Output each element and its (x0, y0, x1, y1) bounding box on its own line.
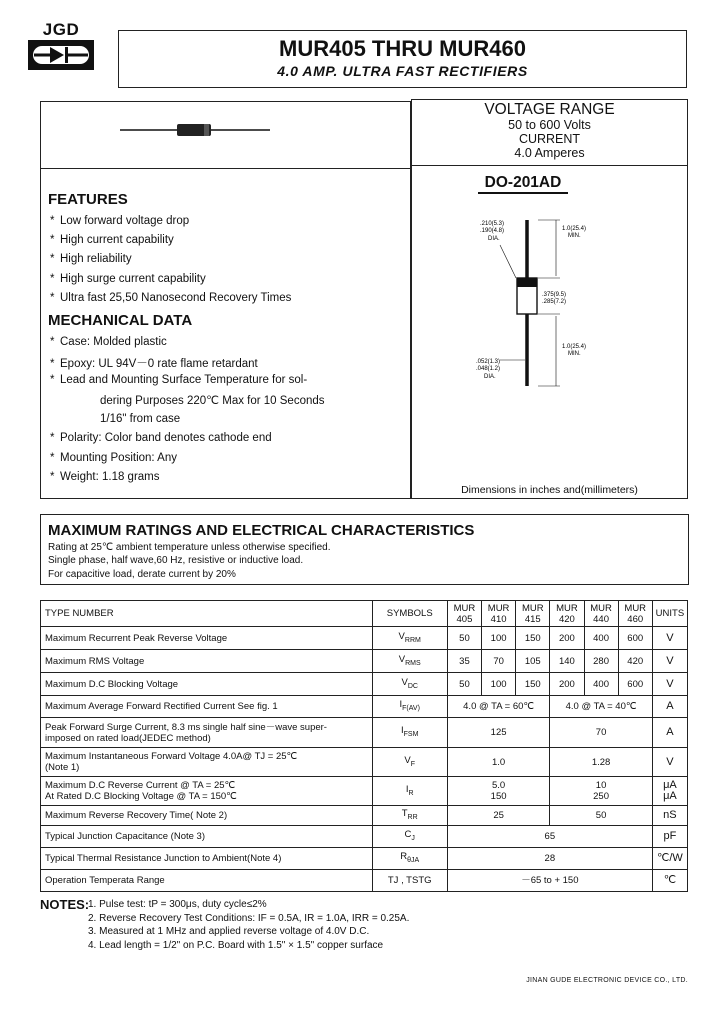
notes-label: NOTES: (40, 897, 90, 912)
dim-label: .048(1.2) (476, 366, 501, 372)
value-cell: 28 (447, 848, 652, 870)
symbol-cell: $V_F$ (372, 748, 447, 777)
mechanical-item: * Case: Molded plastic (50, 336, 167, 348)
unit-cell: A (652, 718, 687, 748)
dim-label: DIA. (484, 374, 496, 380)
table-header-row (41, 601, 688, 627)
table-row (41, 673, 688, 696)
table-row (41, 848, 688, 870)
dim-label: MIN. (568, 233, 581, 239)
ratings-note: For capacitive load, derate current by 20% (48, 569, 236, 580)
symbol-cell: $I_{FSM}$ (372, 718, 447, 748)
feature-item: * High surge current capability (50, 273, 206, 285)
value-cell: 4.0 @ TA = 40℃ (550, 696, 652, 718)
dimensions-note: Dimensions in inches and(millimeters) (461, 484, 638, 496)
feature-item: * Low forward voltage drop (50, 215, 190, 227)
header-symbols: SYMBOLS (372, 601, 447, 627)
symbol-cell: $I_{F(AV)}$ (372, 696, 447, 718)
param-cell: Maximum D.C Blocking Voltage (41, 673, 373, 696)
note-item: 1. Pulse test: tP = 300μs, duty cycle≤2% (88, 899, 267, 910)
table-row (41, 718, 688, 748)
param-cell: Maximum Reverse Recovery Time( Note 2) (41, 806, 373, 826)
table-row (41, 826, 688, 848)
value-cell: 200 (550, 673, 584, 696)
unit-cell: V (652, 627, 687, 650)
part-title: MUR405 THRU MUR460 (279, 36, 526, 61)
symbol-cell: $V_{DC}$ (372, 673, 447, 696)
value-cell: 50 (447, 673, 481, 696)
dim-label: .190(4.8) (480, 228, 505, 234)
note-item: 3. Measured at 1 MHz and applied reverse voltage of 4.0V D.C. (88, 926, 370, 937)
company-logo-mark (28, 40, 94, 70)
value-cell: 400 (584, 627, 618, 650)
value-cell: 105 (516, 650, 550, 673)
model-header: MUR 405 (447, 601, 481, 627)
voltage-range-title: VOLTAGE RANGE (484, 101, 615, 118)
package-outline-drawing (470, 210, 590, 390)
model-header: MUR 440 (584, 601, 618, 627)
value-cell: －65 to + 150 (447, 870, 652, 892)
mechanical-item-cont: 1/16" from case (100, 413, 181, 425)
logo-text: JGD (42, 20, 80, 39)
value-cell: 200 (550, 627, 584, 650)
symbol-cell: $R_{\theta JA}$ (372, 848, 447, 870)
table-row (41, 748, 688, 777)
symbol-cell: $V_{RRM}$ (372, 627, 447, 650)
package-name: DO-201AD (478, 174, 568, 194)
value-cell: 35 (447, 650, 481, 673)
unit-cell: ℃/W (652, 848, 687, 870)
dim-label: .285(7.2) (542, 299, 567, 305)
value-cell: 70 (550, 718, 652, 748)
feature-item: * High reliability (50, 253, 132, 265)
param-cell: Maximum Instantaneous Forward Voltage 4.0A@ TJ = 25℃ (Note 1) (41, 748, 373, 777)
value-cell: 70 (482, 650, 516, 673)
value-cell: 600 (618, 673, 652, 696)
ratings-note: Rating at 25℃ ambient temperature unless otherwise specified. (48, 542, 331, 553)
current-label: CURRENT (518, 132, 581, 146)
current-value: 4.0 Amperes (514, 146, 585, 160)
unit-cell: ℃ (652, 870, 687, 892)
dim-label: .375(9.5) (542, 292, 567, 298)
header-type-number: TYPE NUMBER (41, 601, 373, 627)
dim-label: 1.0(25.4) (562, 344, 587, 350)
model-header: MUR 460 (618, 601, 652, 627)
model-header: MUR 415 (516, 601, 550, 627)
value-cell: 25 (447, 806, 549, 826)
unit-cell: V (652, 748, 687, 777)
param-cell: Maximum D.C Reverse Current @ TA = 25℃ At Rated D.C Blocking Voltage @ TA = 150℃ (41, 777, 373, 806)
symbol-cell: $T_{RR}$ (372, 806, 447, 826)
header-units: UNITS (652, 601, 687, 627)
value-cell: 140 (550, 650, 584, 673)
unit-cell: μA μA (652, 777, 687, 806)
value-cell: 1.0 (447, 748, 549, 777)
symbol-cell: $I_R$ (372, 777, 447, 806)
ratings-title: MAXIMUM RATINGS AND ELECTRICAL CHARACTERISTICS (48, 522, 475, 539)
table-row (41, 627, 688, 650)
value-cell: 65 (447, 826, 652, 848)
divider (411, 165, 688, 166)
diode-side-view (120, 122, 270, 138)
param-cell: Maximum Recurrent Peak Reverse Voltage (41, 627, 373, 650)
value-cell: 600 (618, 627, 652, 650)
mechanical-item: * Epoxy: UL 94V－0 rate flame retardant (50, 358, 258, 370)
symbol-cell: $C_J$ (372, 826, 447, 848)
model-header: MUR 410 (482, 601, 516, 627)
value-cell: 5.0 150 (447, 777, 549, 806)
table-row (41, 777, 688, 806)
param-cell: Typical Junction Capacitance (Note 3) (41, 826, 373, 848)
value-cell: 125 (447, 718, 549, 748)
mechanical-item: * Polarity: Color band denotes cathode end (50, 432, 272, 444)
unit-cell: nS (652, 806, 687, 826)
note-item: 4. Lead length = 1/2" on P.C. Board with 1.5" × 1.5" copper surface (88, 940, 384, 951)
dim-label: .052(1.3) (476, 359, 501, 365)
value-cell: 10 250 (550, 777, 652, 806)
features-heading: FEATURES (48, 191, 128, 208)
table-row (41, 870, 688, 892)
dim-label: DIA. (488, 236, 500, 242)
part-subtitle: 4.0 AMP. ULTRA FAST RECTIFIERS (277, 63, 528, 79)
voltage-range-value: 50 to 600 Volts (508, 118, 591, 132)
feature-item: * High current capability (50, 234, 174, 246)
unit-cell: V (652, 650, 687, 673)
param-cell: Peak Forward Surge Current, 8.3 ms single half sine－wave super- imposed on rated load(JEDEC method) (41, 718, 373, 748)
param-cell: Maximum Average Forward Rectified Current See fig. 1 (41, 696, 373, 718)
param-cell: Typical Thermal Resistance Junction to Ambient(Note 4) (41, 848, 373, 870)
value-cell: 280 (584, 650, 618, 673)
company-name: JINAN GUDE ELECTRONIC DEVICE CO., LTD. (526, 977, 688, 984)
symbol-cell: $V_{RMS}$ (372, 650, 447, 673)
ratings-note: Single phase, half wave,60 Hz, resistive or inductive load. (48, 555, 304, 566)
unit-cell: A (652, 696, 687, 718)
value-cell: 100 (482, 627, 516, 650)
dim-label: .210(5.3) (480, 221, 505, 227)
table-row (41, 806, 688, 826)
model-header: MUR 420 (550, 601, 584, 627)
dim-label: MIN. (568, 351, 581, 357)
note-item: 2. Reverse Recovery Test Conditions: IF = 0.5A, IR = 1.0A, IRR = 0.25A. (88, 913, 410, 924)
table-row (41, 696, 688, 718)
value-cell: 50 (550, 806, 652, 826)
value-cell: 100 (482, 673, 516, 696)
symbol-cell: TJ , TSTG (372, 870, 447, 892)
mechanical-item: * Lead and Mounting Surface Temperature for sol- (50, 374, 308, 386)
value-cell: 50 (447, 627, 481, 650)
table-row (41, 650, 688, 673)
param-cell: Operation Temperata Range (41, 870, 373, 892)
value-cell: 400 (584, 673, 618, 696)
value-cell: 150 (516, 627, 550, 650)
feature-item: * Ultra fast 25,50 Nanosecond Recovery Times (50, 292, 292, 304)
param-cell: Maximum RMS Voltage (41, 650, 373, 673)
mechanical-item: * Mounting Position: Any (50, 452, 177, 464)
value-cell: 4.0 @ TA = 60℃ (447, 696, 549, 718)
mechanical-heading: MECHANICAL DATA (48, 312, 193, 329)
value-cell: 420 (618, 650, 652, 673)
unit-cell: V (652, 673, 687, 696)
value-cell: 1.28 (550, 748, 652, 777)
value-cell: 150 (516, 673, 550, 696)
dim-label: 1.0(25.4) (562, 226, 587, 232)
characteristics-table (40, 600, 688, 892)
mechanical-item: * Weight: 1.18 grams (50, 471, 160, 483)
unit-cell: pF (652, 826, 687, 848)
mechanical-item-cont: dering Purposes 220℃ Max for 10 Seconds (100, 395, 325, 407)
